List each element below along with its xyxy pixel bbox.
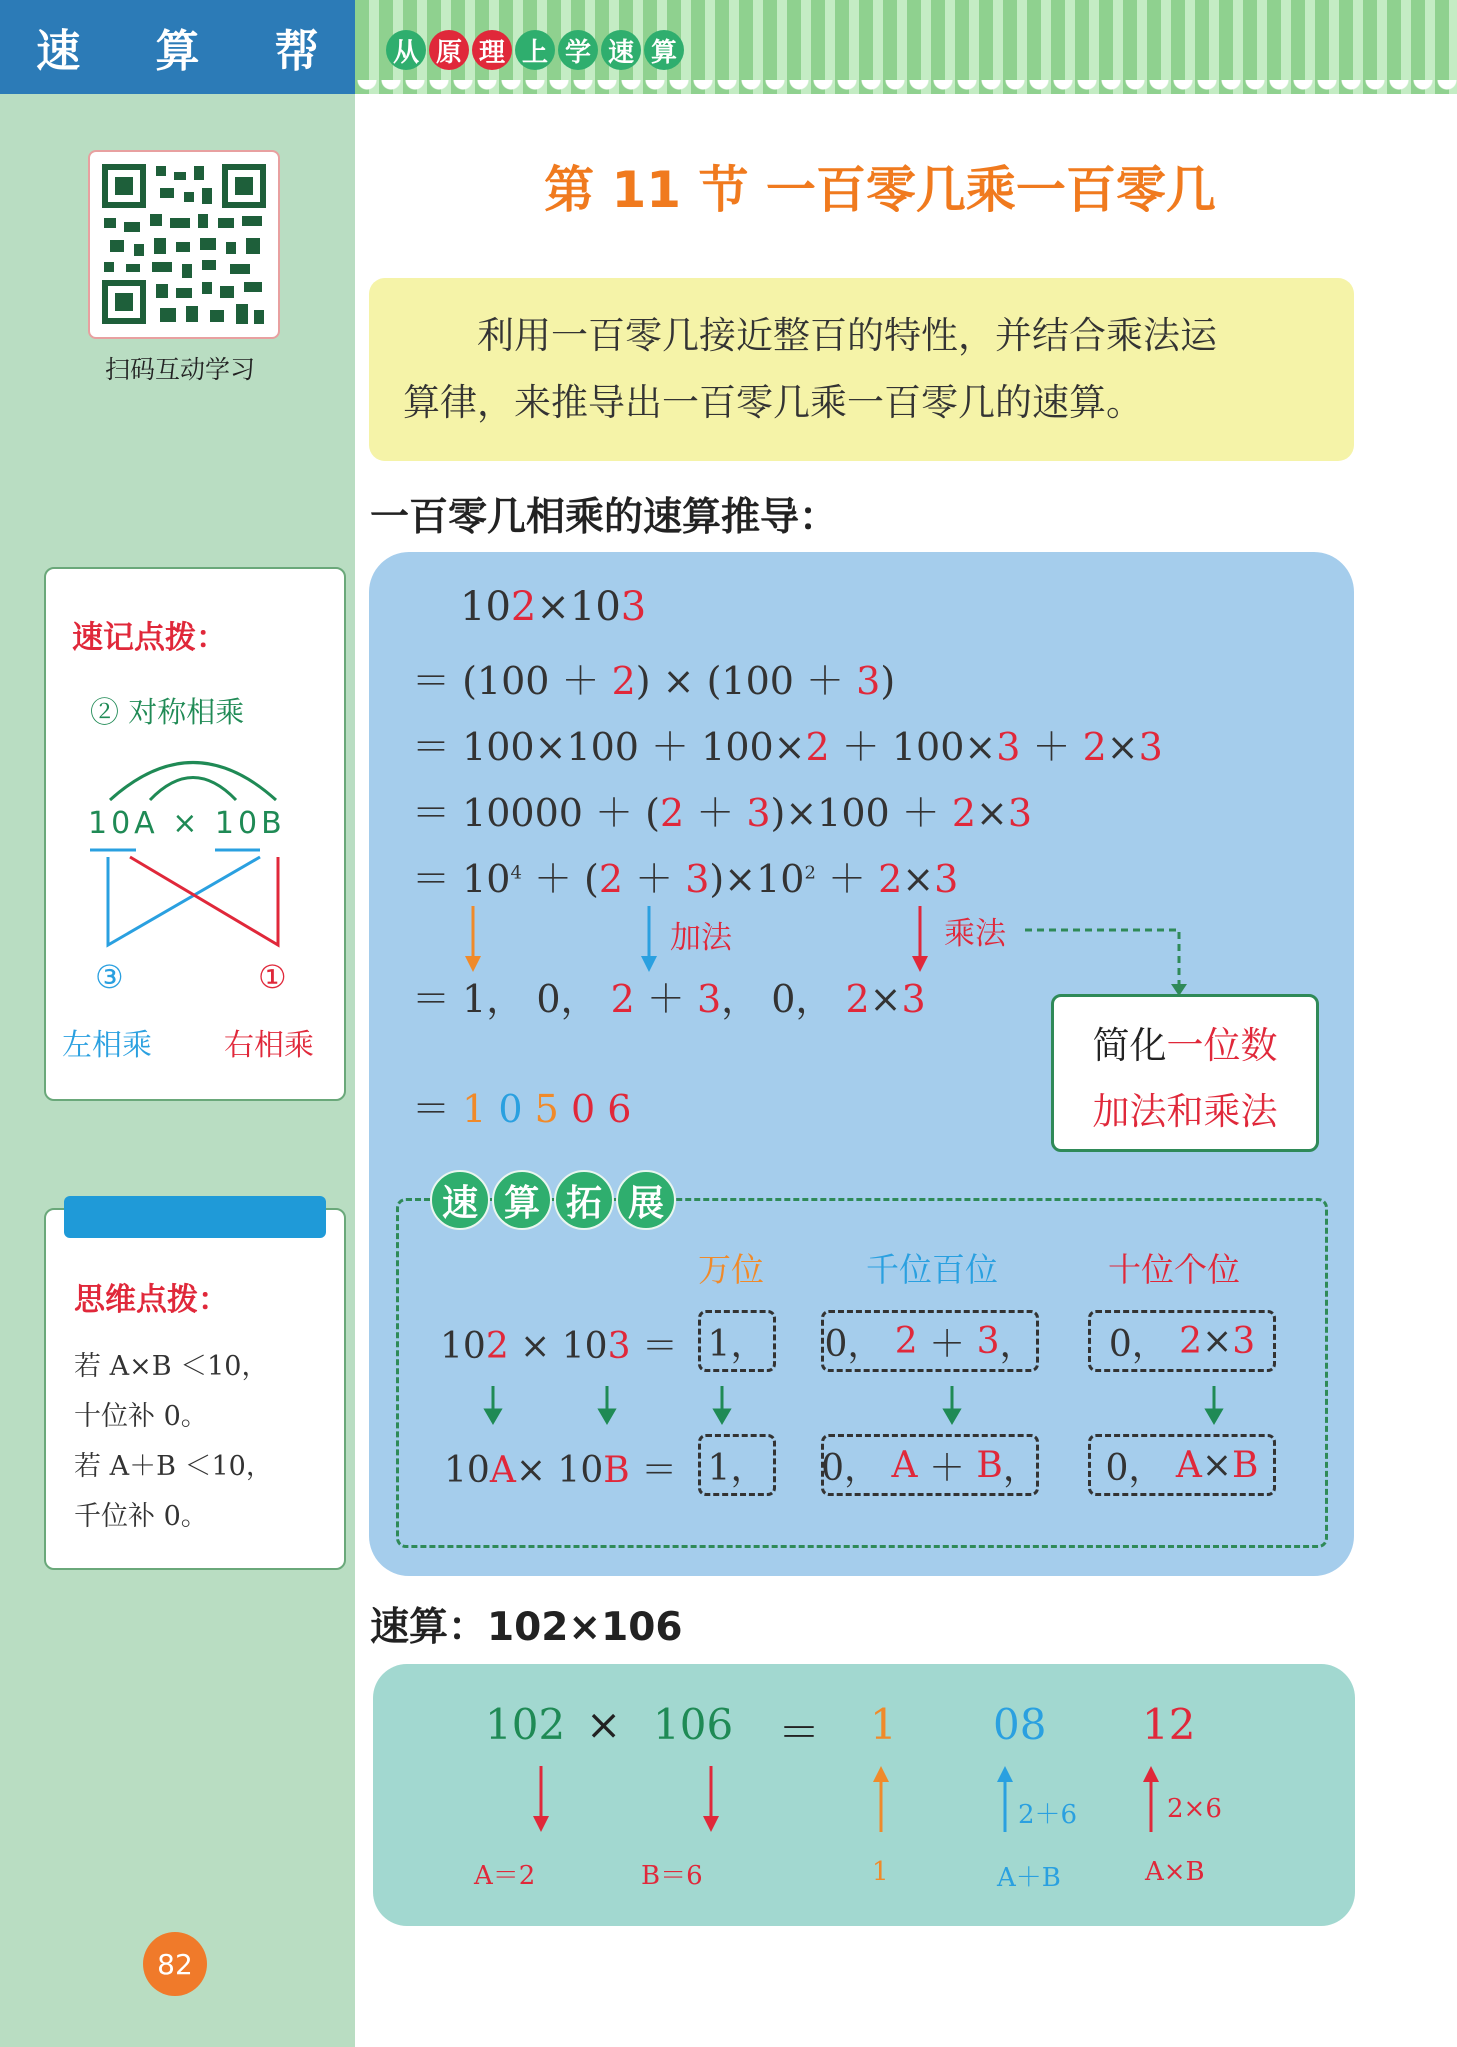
badge-char: 算 — [492, 1170, 552, 1230]
note-add: 加法 — [670, 920, 732, 956]
calc-heading: 速算：102×106 — [370, 1605, 683, 1650]
qr-code-icon — [90, 152, 278, 337]
header-shige: 十位个位 — [1108, 1250, 1240, 1289]
calc-label-sum: A＋B — [997, 1863, 1061, 1893]
calc-r2: 08 — [993, 1700, 1047, 1749]
ext-box-qb-1: 0， 2 ＋ 3 ， — [821, 1310, 1039, 1372]
simplify-box — [1051, 994, 1319, 1152]
calc-b: 106 — [653, 1700, 734, 1749]
brand-title: 速 算 帮 — [0, 0, 355, 94]
eq-line-7: ＝ 1 0 5 0 6 — [412, 1087, 632, 1131]
eq-line-5: ＝ $10^4 + (2 + 3)\times 10^2 + 2\times 3$ — [412, 857, 959, 901]
thinking-line: 十位补 0。 — [74, 1401, 208, 1432]
thinking-line: 若 A＋B ＜10， — [74, 1451, 273, 1482]
tip-step2: ② 对称相乘 — [90, 695, 245, 729]
thinking-card-bar — [64, 1196, 326, 1238]
calc-label-b: B＝6 — [641, 1861, 703, 1891]
calc-a: 102 — [485, 1700, 566, 1749]
thinking-line: 若 A×B ＜10， — [74, 1351, 269, 1382]
badge-char: 拓 — [554, 1170, 614, 1230]
extension-badge — [430, 1170, 678, 1230]
eq-line-2: ＝ (100 ＋ 2) × (100 ＋ 3) — [412, 659, 896, 703]
badge-char: 展 — [616, 1170, 676, 1230]
simplify-line1: 简化一位数 — [1092, 1024, 1278, 1067]
page-title: 第 11 节 一百零几乘一百零几 — [544, 161, 1216, 219]
banner-char: 学 — [558, 30, 598, 70]
eq-line-4: ＝ 10000 ＋ (2 ＋ 3)×100 ＋ 2×3 — [412, 791, 1033, 835]
banner-char: 算 — [644, 30, 684, 70]
banner-char: 原 — [429, 30, 469, 70]
intro-line1: 利用一百零几接近整百的特性，并结合乘法运 — [477, 314, 1217, 357]
tip-right-label: 右相乘 — [224, 1028, 314, 1063]
ext-box-wan-1: 1， — [698, 1310, 776, 1372]
calc-label-prod: A×B — [1145, 1857, 1205, 1887]
ext-row1-left: 102 × 103 ＝ — [440, 1326, 678, 1367]
thinking-text — [74, 1342, 273, 1542]
thinking-line: 千位补 0。 — [74, 1501, 208, 1532]
note-mul: 乘法 — [944, 916, 1006, 952]
eq-line-1: 102×103 — [460, 584, 647, 630]
eq-line-3: ＝ 100×100 ＋ 100×2 ＋ 100×3 ＋ 2×3 — [412, 725, 1163, 769]
banner-char: 从 — [386, 30, 426, 70]
calc-equals: ＝ — [778, 1708, 821, 1757]
tip-diagram — [80, 735, 310, 975]
intro-box — [369, 278, 1354, 461]
calc-times: × — [586, 1700, 622, 1749]
calc-label-one: 1 — [872, 1857, 889, 1887]
banner-char: 速 — [601, 30, 641, 70]
simplify-line2: 加法和乘法 — [1092, 1090, 1278, 1133]
header-qianbai: 千位百位 — [866, 1250, 998, 1289]
page-number: 82 — [143, 1932, 207, 1996]
header-wan: 万位 — [698, 1250, 764, 1289]
ext-box-wan-2: 1， — [698, 1434, 776, 1496]
badge-char: 速 — [430, 1170, 490, 1230]
derivation-heading: 一百零几相乘的速算推导： — [370, 495, 839, 540]
calc-label-a: A＝2 — [474, 1861, 536, 1891]
calc-r1: 1 — [870, 1700, 897, 1749]
qr-label: 扫码互动学习 — [104, 355, 255, 384]
calc-sum-hint: 2＋6 — [1018, 1800, 1078, 1830]
tip-heading: 速记点拨： — [72, 620, 227, 656]
qr-code[interactable] — [88, 150, 280, 339]
tip-step3: ③ — [95, 958, 124, 996]
ext-box-sg-1: 0， 2 × 3 — [1088, 1310, 1276, 1372]
calc-r3: 12 — [1142, 1700, 1196, 1749]
intro-line2: 算律，来推导出一百零几乘一百零几的速算。 — [403, 381, 1143, 424]
tip-formula: 10A × 10B — [88, 806, 286, 841]
tip-left-label: 左相乘 — [62, 1028, 152, 1063]
ext-row2-left: 10A× 10B ＝ — [444, 1450, 678, 1491]
banner-char: 理 — [472, 30, 512, 70]
banner-char: 上 — [515, 30, 555, 70]
ext-box-qb-2: 0， A ＋ B ， — [821, 1434, 1039, 1496]
ext-box-sg-2: 0， A × B — [1088, 1434, 1276, 1496]
tip-step1: ① — [258, 958, 287, 996]
banner-slogan — [386, 30, 687, 70]
thinking-heading: 思维点拨： — [74, 1282, 229, 1318]
eq-line-6: ＝ 1， 0， 2 ＋ 3， 0， 2×3 — [412, 977, 926, 1021]
ext-arrows — [369, 1382, 1354, 1432]
calc-prod-hint: 2×6 — [1167, 1794, 1222, 1824]
